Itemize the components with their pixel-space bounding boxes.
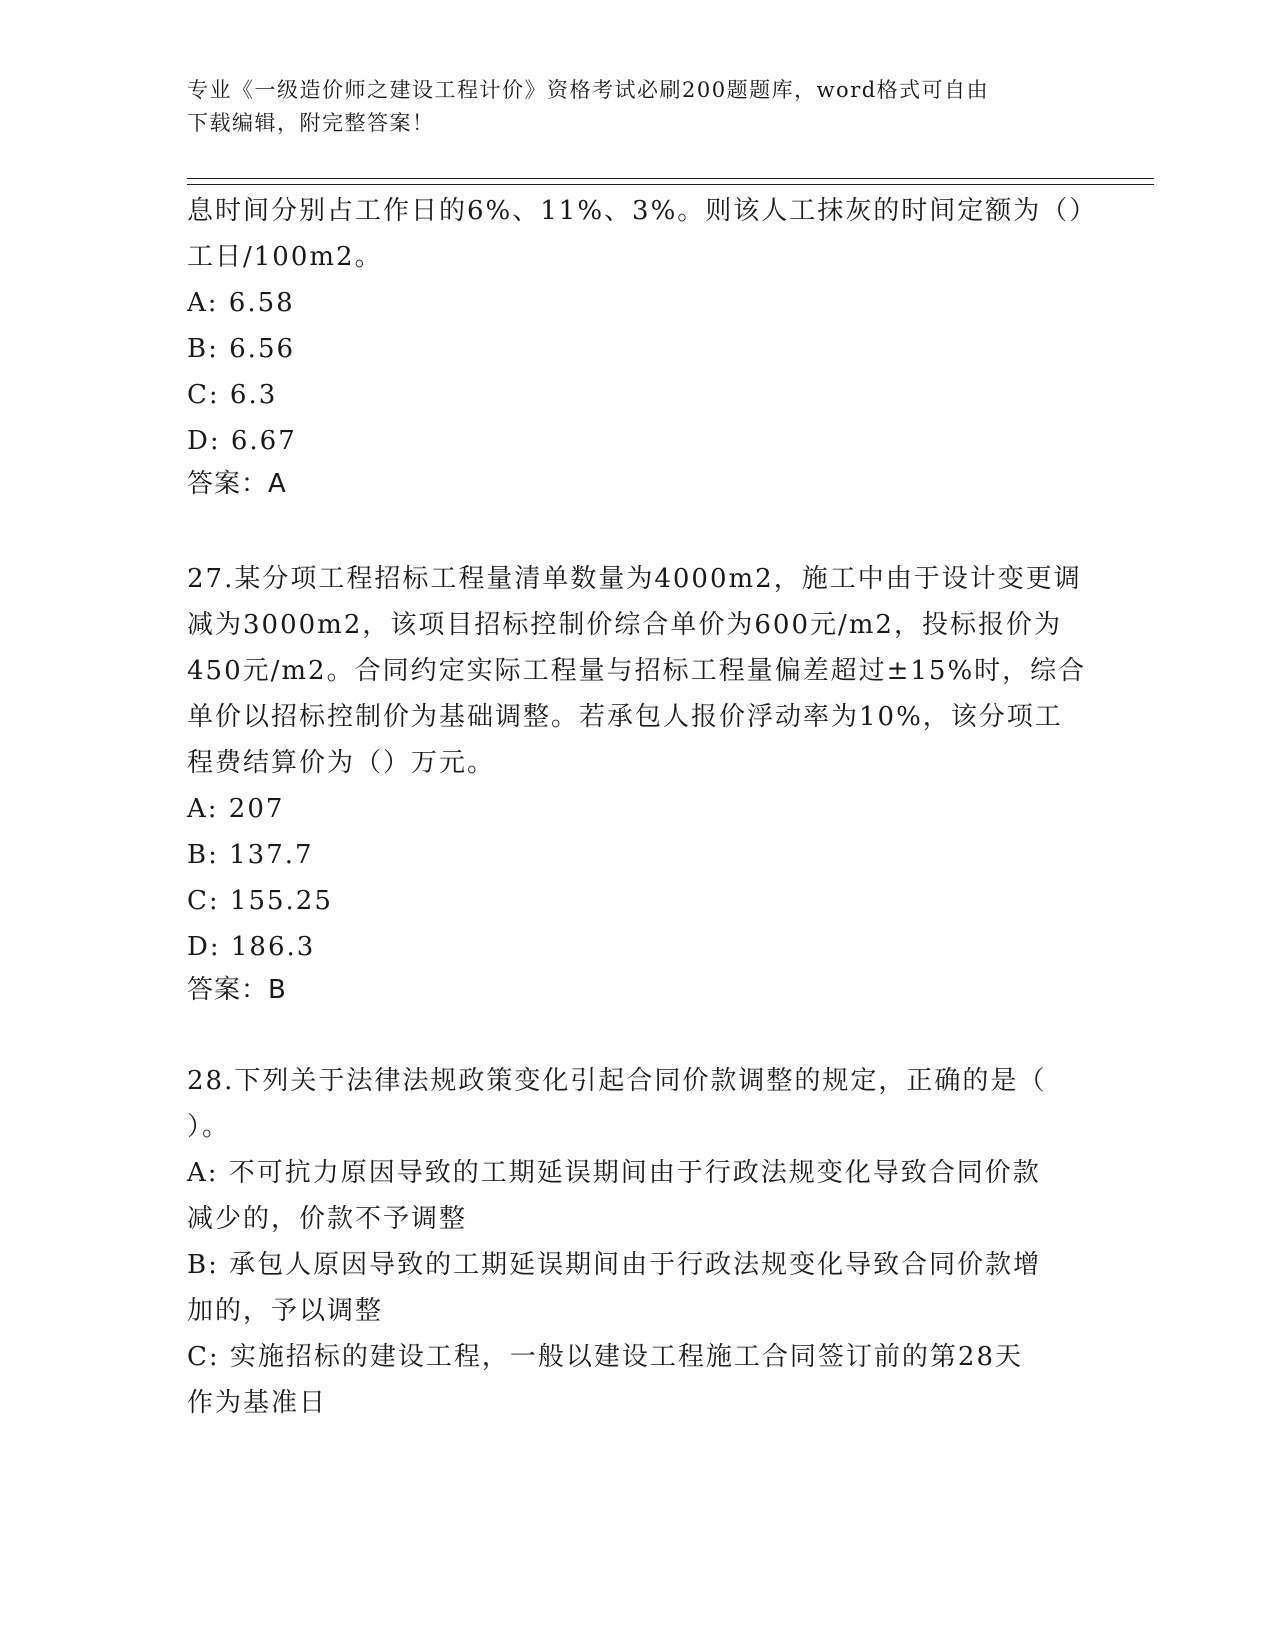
question-27-text-line-2: 减为3000m2，该项目招标控制价综合单价为600元/m2，投标报价为 [187,610,1062,640]
question-26-text-line-2: 工日/100m2。 [187,242,383,272]
question-26-option-a: A: 6.58 [187,288,295,318]
question-27 [187,556,1087,1010]
question-28-option-b-line-1: B: 承包人原因导致的工期延误期间由于行政法规变化导致合同价款增 [187,1250,1042,1280]
question-26-option-d: D: 6.67 [187,426,297,456]
question-28-option-c-line-2: 作为基准日 [187,1388,328,1418]
question-26-text-line-1: 息时间分别占工作日的6%、11%、3%。则该人工抹灰的时间定额为（） [187,196,1098,226]
question-26 [187,188,1098,504]
question-27-option-d: D: 186.3 [187,932,316,962]
question-27-text-line-4: 单价以招标控制价为基础调整。若承包人报价浮动率为10%，该分项工 [187,702,1063,732]
question-28-text-line-1: 28.下列关于法律法规政策变化引起合同价款调整的规定，正确的是（ [187,1066,1047,1096]
page-header [187,74,1067,140]
question-28-option-a-line-1: A: 不可抗力原因导致的工期延误期间由于行政法规变化导致合同价款 [187,1158,1041,1188]
question-27-answer: 答案：B [187,975,287,1005]
header-divider-bottom [187,184,1154,185]
question-26-option-b: B: 6.56 [187,334,296,364]
question-27-option-b: B: 137.7 [187,840,314,870]
question-26-option-c: C: 6.3 [187,380,278,410]
question-27-option-a: A: 207 [187,794,285,824]
header-line-2: 下载编辑，附完整答案！ [187,111,435,135]
question-28-text-line-2: ）。 [187,1112,231,1142]
header-divider-top [187,178,1154,179]
question-28 [187,1058,1087,1426]
question-27-option-c: C: 155.25 [187,886,333,916]
question-27-text-line-5: 程费结算价为（）万元。 [187,748,496,778]
question-27-text-line-1: 27.某分项工程招标工程量清单数量为4000m2，施工中由于设计变更调 [187,564,1082,594]
header-line-1: 专业《一级造价师之建设工程计价》资格考试必刷200题题库，word格式可自由 [187,78,990,102]
question-28-option-b-line-2: 加的，予以调整 [187,1296,384,1326]
question-28-option-a-line-2: 减少的，价款不予调整 [187,1204,468,1234]
question-27-text-line-3: 450元/m2。合同约定实际工程量与招标工程量偏差超过±15%时，综合 [187,656,1087,686]
question-26-answer: 答案：A [187,469,287,499]
question-28-option-c-line-1: C: 实施招标的建设工程，一般以建设工程施工合同签订前的第28天 [187,1342,1024,1372]
